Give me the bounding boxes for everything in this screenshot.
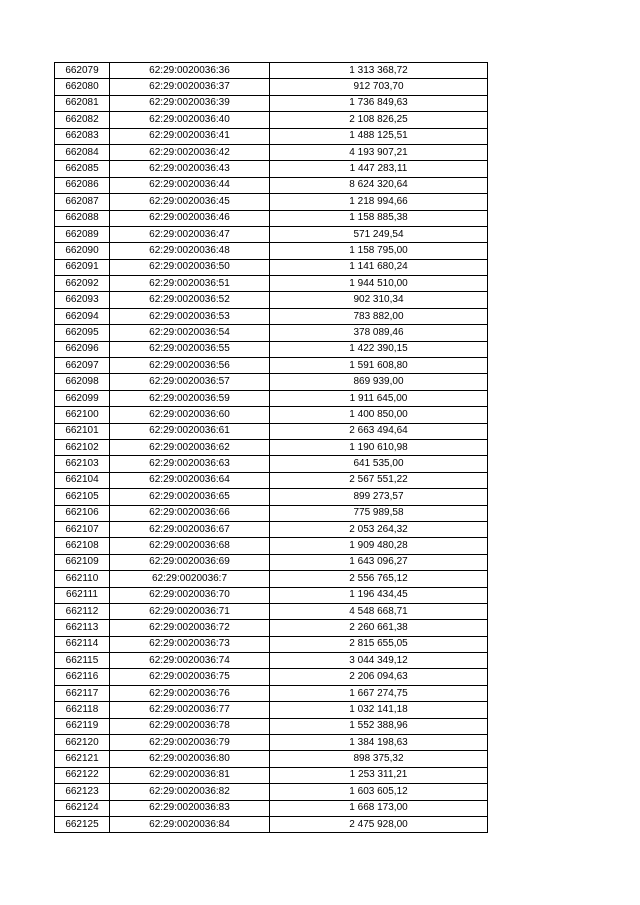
- cadastral-number-cell: 62:29:0020036:43: [110, 161, 270, 177]
- cadastral-number-cell: 62:29:0020036:56: [110, 358, 270, 374]
- value-cell: 899 273,57: [270, 489, 488, 505]
- table-row: [55, 718, 488, 734]
- record-number-cell: 662108: [55, 538, 110, 554]
- cadastral-number-cell: 62:29:0020036:73: [110, 636, 270, 652]
- cadastral-number-cell: 62:29:0020036:66: [110, 505, 270, 521]
- table-row: [55, 144, 488, 160]
- table-row: [55, 521, 488, 537]
- table-row: [55, 439, 488, 455]
- record-number-cell: 662087: [55, 194, 110, 210]
- record-number-cell: 662094: [55, 308, 110, 324]
- value-cell: 2 567 551,22: [270, 472, 488, 488]
- cadastral-number-cell: 62:29:0020036:67: [110, 521, 270, 537]
- table-row: [55, 636, 488, 652]
- table-row: [55, 685, 488, 701]
- value-cell: 8 624 320,64: [270, 177, 488, 193]
- value-cell: 1 190 610,98: [270, 439, 488, 455]
- cadastral-number-cell: 62:29:0020036:36: [110, 63, 270, 79]
- value-cell: 1 552 388,96: [270, 718, 488, 734]
- cadastral-number-cell: 62:29:0020036:64: [110, 472, 270, 488]
- table-row: [55, 571, 488, 587]
- table-row: [55, 390, 488, 406]
- records-table-body: [55, 63, 488, 833]
- value-cell: 898 375,32: [270, 751, 488, 767]
- record-number-cell: 662113: [55, 620, 110, 636]
- table-row: [55, 587, 488, 603]
- table-row: [55, 702, 488, 718]
- cadastral-number-cell: 62:29:0020036:53: [110, 308, 270, 324]
- table-row: [55, 472, 488, 488]
- value-cell: 1 667 274,75: [270, 685, 488, 701]
- record-number-cell: 662119: [55, 718, 110, 734]
- record-number-cell: 662122: [55, 767, 110, 783]
- value-cell: 3 044 349,12: [270, 653, 488, 669]
- cadastral-number-cell: 62:29:0020036:52: [110, 292, 270, 308]
- record-number-cell: 662120: [55, 735, 110, 751]
- record-number-cell: 662114: [55, 636, 110, 652]
- table-row: [55, 784, 488, 800]
- table-row: [55, 341, 488, 357]
- record-number-cell: 662121: [55, 751, 110, 767]
- cadastral-number-cell: 62:29:0020036:69: [110, 554, 270, 570]
- cadastral-number-cell: 62:29:0020036:84: [110, 816, 270, 832]
- table-row: [55, 653, 488, 669]
- table-row: [55, 816, 488, 832]
- table-row: [55, 259, 488, 275]
- value-cell: 1 313 368,72: [270, 63, 488, 79]
- value-cell: 1 591 608,80: [270, 358, 488, 374]
- cadastral-number-cell: 62:29:0020036:44: [110, 177, 270, 193]
- table-row: [55, 505, 488, 521]
- record-number-cell: 662089: [55, 226, 110, 242]
- table-row: [55, 489, 488, 505]
- record-number-cell: 662118: [55, 702, 110, 718]
- value-cell: 1 400 850,00: [270, 407, 488, 423]
- record-number-cell: 662124: [55, 800, 110, 816]
- table-row: [55, 751, 488, 767]
- table-row: [55, 554, 488, 570]
- cadastral-number-cell: 62:29:0020036:40: [110, 112, 270, 128]
- cadastral-number-cell: 62:29:0020036:63: [110, 456, 270, 472]
- record-number-cell: 662110: [55, 571, 110, 587]
- record-number-cell: 662095: [55, 325, 110, 341]
- cadastral-number-cell: 62:29:0020036:79: [110, 735, 270, 751]
- cadastral-number-cell: 62:29:0020036:55: [110, 341, 270, 357]
- cadastral-number-cell: 62:29:0020036:42: [110, 144, 270, 160]
- table-row: [55, 735, 488, 751]
- record-number-cell: 662090: [55, 243, 110, 259]
- value-cell: 4 193 907,21: [270, 144, 488, 160]
- value-cell: 2 475 928,00: [270, 816, 488, 832]
- record-number-cell: 662098: [55, 374, 110, 390]
- cadastral-number-cell: 62:29:0020036:74: [110, 653, 270, 669]
- cadastral-number-cell: 62:29:0020036:41: [110, 128, 270, 144]
- cadastral-number-cell: 62:29:0020036:71: [110, 603, 270, 619]
- value-cell: 1 911 645,00: [270, 390, 488, 406]
- table-row: [55, 423, 488, 439]
- cadastral-number-cell: 62:29:0020036:61: [110, 423, 270, 439]
- table-row: [55, 767, 488, 783]
- value-cell: 869 939,00: [270, 374, 488, 390]
- value-cell: 1 422 390,15: [270, 341, 488, 357]
- record-number-cell: 662082: [55, 112, 110, 128]
- table-row: [55, 243, 488, 259]
- cadastral-number-cell: 62:29:0020036:39: [110, 95, 270, 111]
- value-cell: 641 535,00: [270, 456, 488, 472]
- value-cell: 1 447 283,11: [270, 161, 488, 177]
- record-number-cell: 662123: [55, 784, 110, 800]
- table-row: [55, 620, 488, 636]
- cadastral-number-cell: 62:29:0020036:47: [110, 226, 270, 242]
- value-cell: 912 703,70: [270, 79, 488, 95]
- value-cell: 2 260 661,38: [270, 620, 488, 636]
- record-number-cell: 662100: [55, 407, 110, 423]
- cadastral-number-cell: 62:29:0020036:81: [110, 767, 270, 783]
- cadastral-number-cell: 62:29:0020036:62: [110, 439, 270, 455]
- value-cell: 1 488 125,51: [270, 128, 488, 144]
- table-row: [55, 128, 488, 144]
- record-number-cell: 662115: [55, 653, 110, 669]
- table-row: [55, 226, 488, 242]
- record-number-cell: 662111: [55, 587, 110, 603]
- table-row: [55, 112, 488, 128]
- value-cell: 1 384 198,63: [270, 735, 488, 751]
- value-cell: 2 108 826,25: [270, 112, 488, 128]
- record-number-cell: 662092: [55, 276, 110, 292]
- record-number-cell: 662083: [55, 128, 110, 144]
- value-cell: 4 548 668,71: [270, 603, 488, 619]
- record-number-cell: 662109: [55, 554, 110, 570]
- record-number-cell: 662112: [55, 603, 110, 619]
- value-cell: 1 196 434,45: [270, 587, 488, 603]
- value-cell: 378 089,46: [270, 325, 488, 341]
- value-cell: 2 053 264,32: [270, 521, 488, 537]
- record-number-cell: 662117: [55, 685, 110, 701]
- record-number-cell: 662116: [55, 669, 110, 685]
- record-number-cell: 662125: [55, 816, 110, 832]
- cadastral-number-cell: 62:29:0020036:45: [110, 194, 270, 210]
- value-cell: 1 218 994,66: [270, 194, 488, 210]
- cadastral-number-cell: 62:29:0020036:37: [110, 79, 270, 95]
- record-number-cell: 662097: [55, 358, 110, 374]
- record-number-cell: 662102: [55, 439, 110, 455]
- cadastral-number-cell: 62:29:0020036:50: [110, 259, 270, 275]
- value-cell: 1 643 096,27: [270, 554, 488, 570]
- table-row: [55, 63, 488, 79]
- record-number-cell: 662107: [55, 521, 110, 537]
- record-number-cell: 662099: [55, 390, 110, 406]
- cadastral-number-cell: 62:29:0020036:70: [110, 587, 270, 603]
- record-number-cell: 662106: [55, 505, 110, 521]
- cadastral-number-cell: 62:29:0020036:76: [110, 685, 270, 701]
- table-row: [55, 177, 488, 193]
- cadastral-number-cell: 62:29:0020036:72: [110, 620, 270, 636]
- record-number-cell: 662085: [55, 161, 110, 177]
- cadastral-number-cell: 62:29:0020036:80: [110, 751, 270, 767]
- record-number-cell: 662081: [55, 95, 110, 111]
- table-row: [55, 292, 488, 308]
- cadastral-number-cell: 62:29:0020036:83: [110, 800, 270, 816]
- table-row: [55, 161, 488, 177]
- record-number-cell: 662093: [55, 292, 110, 308]
- value-cell: 571 249,54: [270, 226, 488, 242]
- cadastral-number-cell: 62:29:0020036:60: [110, 407, 270, 423]
- cadastral-number-cell: 62:29:0020036:51: [110, 276, 270, 292]
- record-number-cell: 662091: [55, 259, 110, 275]
- table-row: [55, 358, 488, 374]
- table-row: [55, 407, 488, 423]
- table-row: [55, 325, 488, 341]
- value-cell: 2 663 494,64: [270, 423, 488, 439]
- value-cell: 1 158 795,00: [270, 243, 488, 259]
- value-cell: 2 556 765,12: [270, 571, 488, 587]
- table-row: [55, 669, 488, 685]
- value-cell: 2 815 655,05: [270, 636, 488, 652]
- table-row: [55, 194, 488, 210]
- table-row: [55, 210, 488, 226]
- cadastral-number-cell: 62:29:0020036:65: [110, 489, 270, 505]
- table-row: [55, 800, 488, 816]
- table-row: [55, 538, 488, 554]
- cadastral-number-cell: 62:29:0020036:82: [110, 784, 270, 800]
- cadastral-number-cell: 62:29:0020036:7: [110, 571, 270, 587]
- record-number-cell: 662080: [55, 79, 110, 95]
- cadastral-number-cell: 62:29:0020036:78: [110, 718, 270, 734]
- table-row: [55, 276, 488, 292]
- value-cell: 1 668 173,00: [270, 800, 488, 816]
- cadastral-number-cell: 62:29:0020036:75: [110, 669, 270, 685]
- table-row: [55, 308, 488, 324]
- value-cell: 1 032 141,18: [270, 702, 488, 718]
- value-cell: 1 909 480,28: [270, 538, 488, 554]
- value-cell: 1 944 510,00: [270, 276, 488, 292]
- value-cell: 1 158 885,38: [270, 210, 488, 226]
- value-cell: 902 310,34: [270, 292, 488, 308]
- record-number-cell: 662084: [55, 144, 110, 160]
- record-number-cell: 662088: [55, 210, 110, 226]
- record-number-cell: 662079: [55, 63, 110, 79]
- record-number-cell: 662086: [55, 177, 110, 193]
- cadastral-number-cell: 62:29:0020036:54: [110, 325, 270, 341]
- cadastral-number-cell: 62:29:0020036:77: [110, 702, 270, 718]
- record-number-cell: 662105: [55, 489, 110, 505]
- value-cell: 1 253 311,21: [270, 767, 488, 783]
- value-cell: 775 989,58: [270, 505, 488, 521]
- table-row: [55, 374, 488, 390]
- value-cell: 783 882,00: [270, 308, 488, 324]
- cadastral-number-cell: 62:29:0020036:46: [110, 210, 270, 226]
- value-cell: 1 736 849,63: [270, 95, 488, 111]
- cadastral-number-cell: 62:29:0020036:59: [110, 390, 270, 406]
- value-cell: 2 206 094,63: [270, 669, 488, 685]
- record-number-cell: 662101: [55, 423, 110, 439]
- table-row: [55, 95, 488, 111]
- record-number-cell: 662096: [55, 341, 110, 357]
- records-table: [54, 62, 488, 833]
- record-number-cell: 662103: [55, 456, 110, 472]
- table-row: [55, 603, 488, 619]
- cadastral-number-cell: 62:29:0020036:68: [110, 538, 270, 554]
- record-number-cell: 662104: [55, 472, 110, 488]
- value-cell: 1 141 680,24: [270, 259, 488, 275]
- cadastral-number-cell: 62:29:0020036:57: [110, 374, 270, 390]
- value-cell: 1 603 605,12: [270, 784, 488, 800]
- table-row: [55, 456, 488, 472]
- table-row: [55, 79, 488, 95]
- cadastral-number-cell: 62:29:0020036:48: [110, 243, 270, 259]
